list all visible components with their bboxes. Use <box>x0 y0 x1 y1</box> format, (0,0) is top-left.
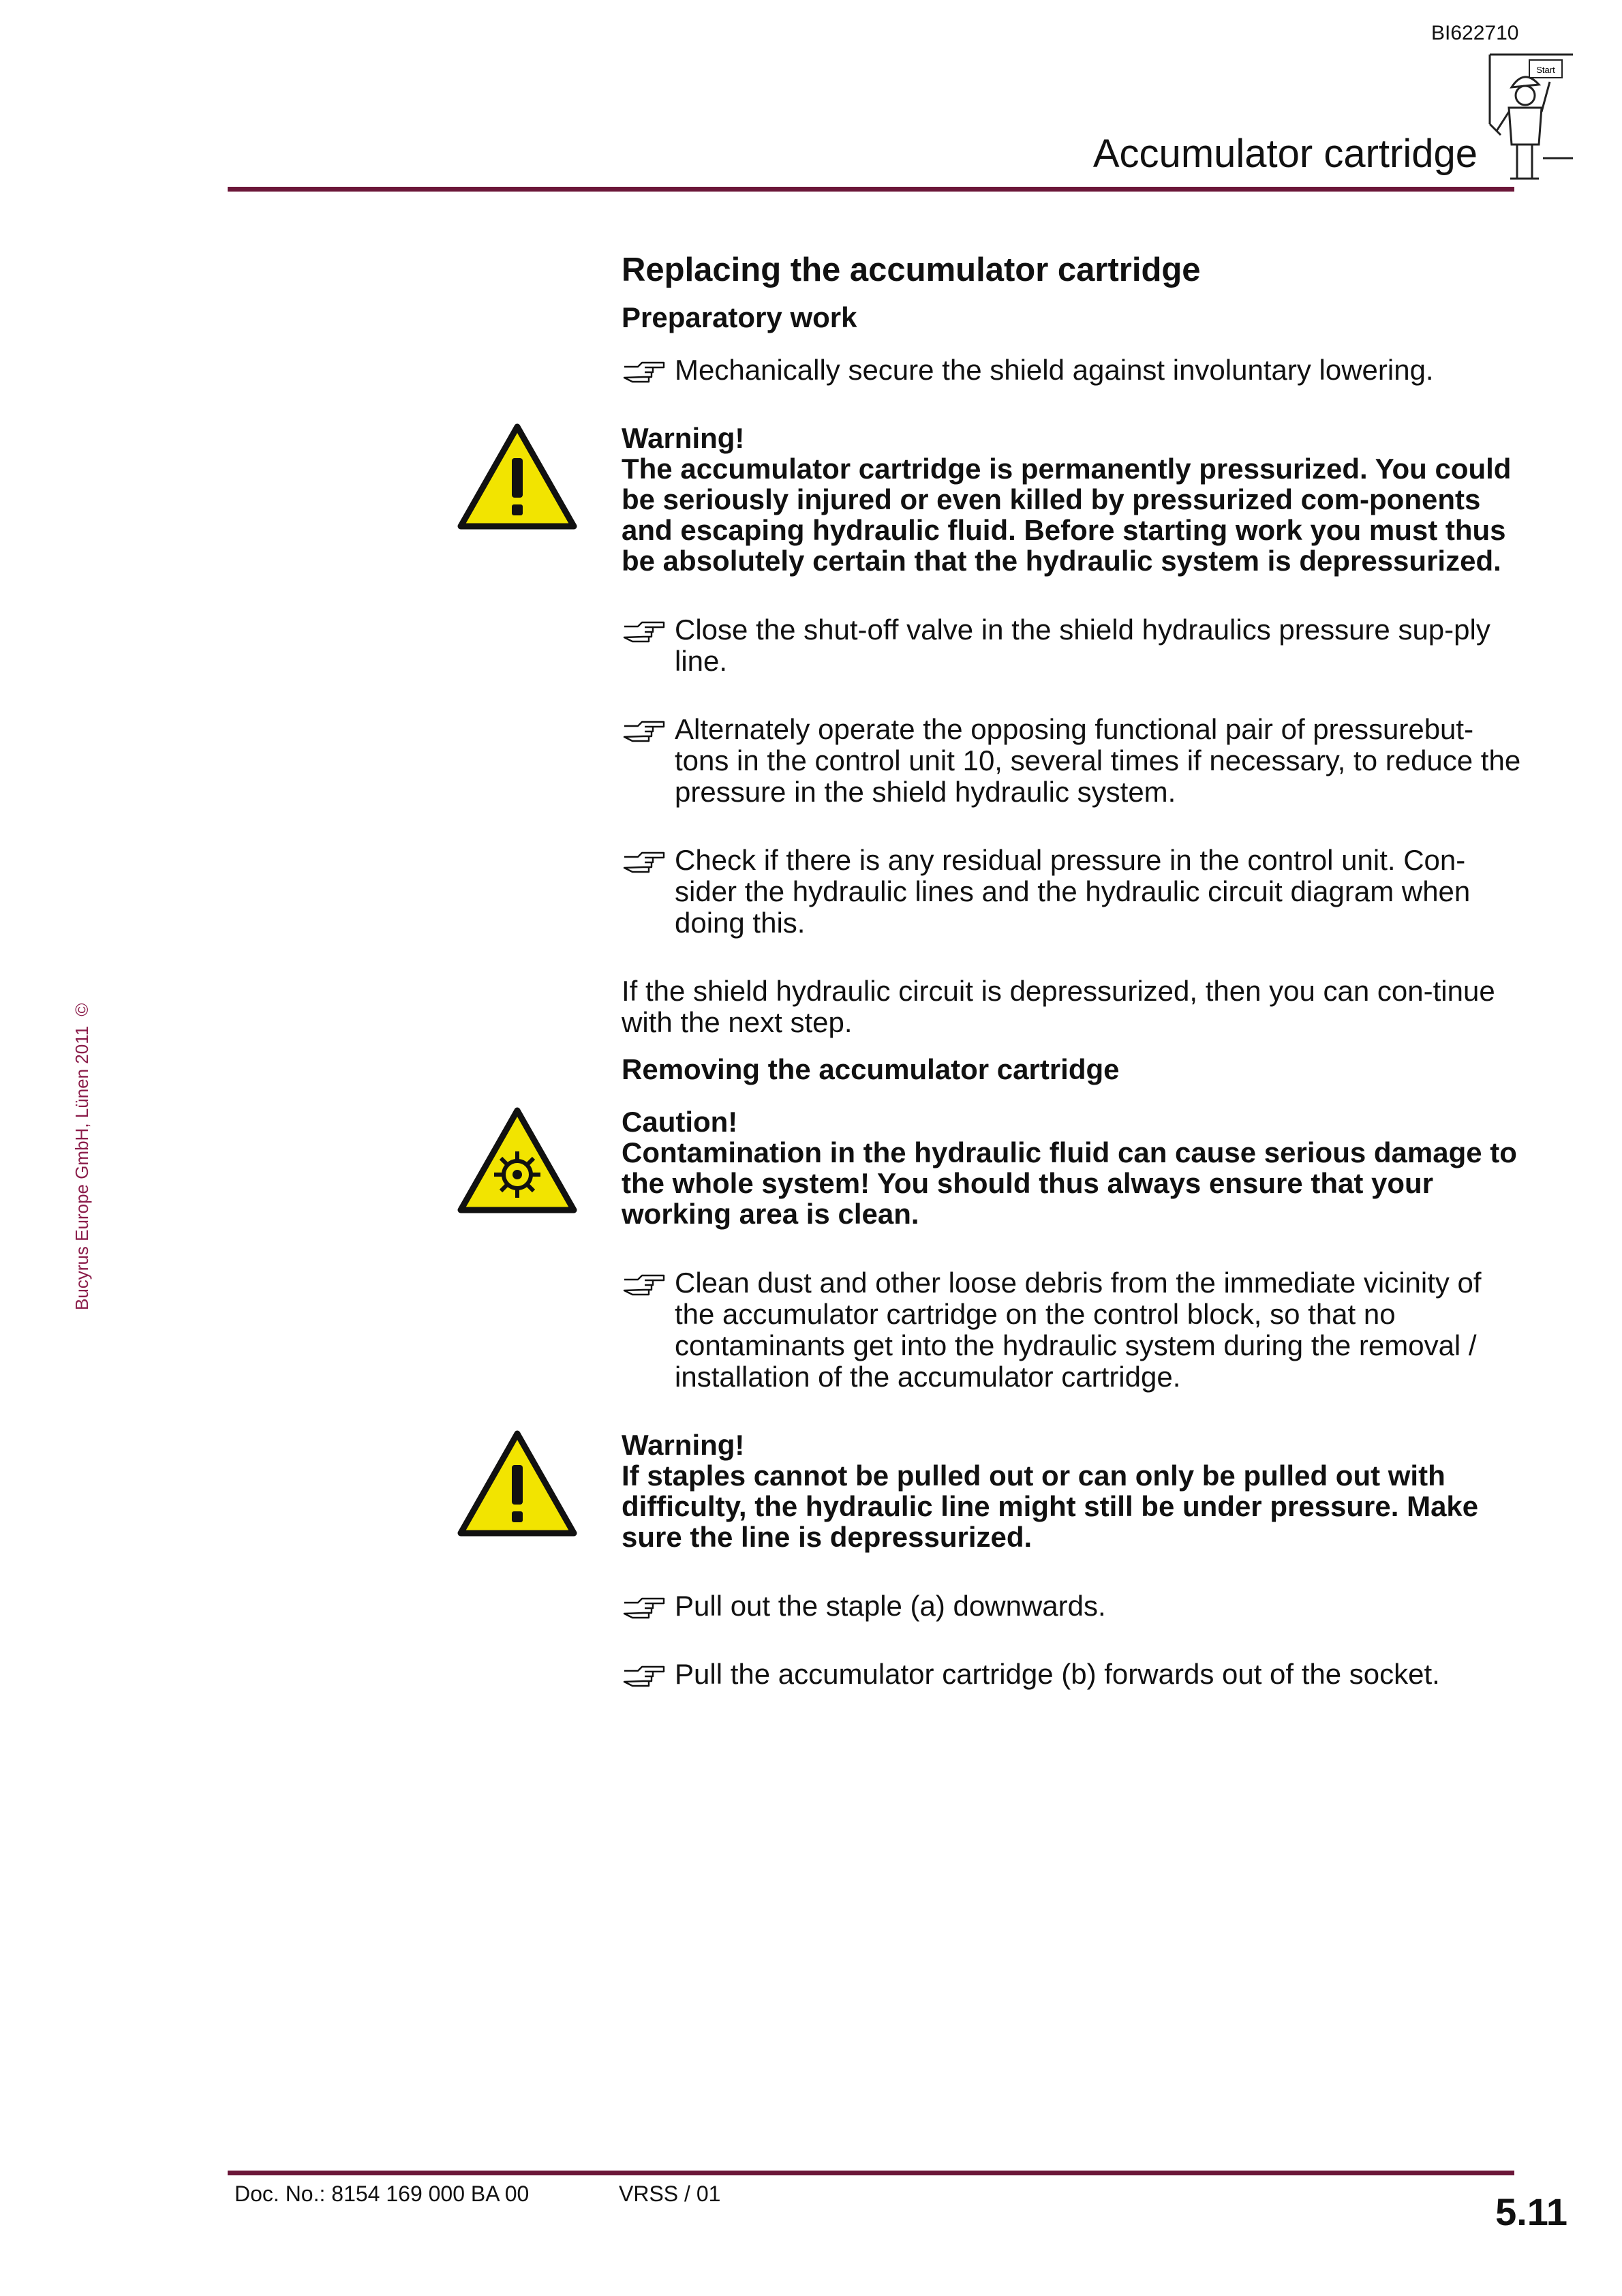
warning-heading: Warning! <box>622 1429 745 1461</box>
instruction-step <box>622 614 1521 677</box>
warning-text: The accumulator cartridge is permanently pressurized. You could be seriously injured or even killed by pressurized com-ponents and escaping hydraulic fluid. Before starting work you must thus be absolutely certain that the hydraulic system is depressurized. <box>622 453 1512 577</box>
copyright-text: Bucyrus Europe GmbH, Lünen 2011 <box>72 1025 92 1310</box>
step-text: Clean dust and other loose debris from the immediate vicinity of the accumulator cartridge on the control block, so that no contaminants get into the hydraulic system during the removal / installation of the accumulator cartridge. <box>675 1267 1482 1393</box>
document-reference: VRSS / 01 <box>619 2181 721 2206</box>
miner-start-icon <box>1484 49 1576 185</box>
warning-triangle-icon <box>457 1430 578 1539</box>
section-heading: Replacing the accumulator cartridge <box>622 252 1201 288</box>
caution-text: Contamination in the hydraulic fluid can cause serious damage to the whole system! You should thus always ensure that your working area is clean. <box>622 1136 1517 1230</box>
copyright-symbol: © <box>72 1003 92 1016</box>
warning-notice <box>622 1430 1521 1552</box>
pointing-hand-icon <box>622 1273 667 1297</box>
copyright-notice <box>68 956 95 1310</box>
step-text: Pull the accumulator cartridge (b) forwards out of the socket. <box>675 1658 1440 1690</box>
document-number: Doc. No.: 8154 169 000 BA 00 <box>234 2181 530 2206</box>
step-text: Check if there is any residual pressure in the control unit. Con-sider the hydraulic lines and the hydraulic circuit diagram when doing this. <box>675 844 1471 939</box>
footer-divider <box>228 2171 1514 2175</box>
step-text: Alternately operate the opposing functional pair of pressurebut-tons in the control unit 10, several times if necessary, to reduce the pressure in the shield hydraulic system. <box>675 713 1521 808</box>
instruction-step <box>622 1659 1521 1690</box>
header-divider <box>228 187 1514 192</box>
svg-text:Start: Start <box>1536 65 1555 75</box>
instruction-step <box>622 354 1521 386</box>
document-id: BI622710 <box>1431 22 1519 44</box>
warning-notice <box>622 423 1521 576</box>
warning-heading: Warning! <box>622 422 745 454</box>
pointing-hand-icon <box>622 850 667 875</box>
page-number: 5.11 <box>1495 2190 1567 2233</box>
contamination-hazard-icon <box>457 1106 578 1215</box>
pointing-hand-icon <box>622 360 667 384</box>
step-text: Pull out the staple (a) downwards. <box>675 1590 1106 1622</box>
pointing-hand-icon <box>622 719 667 744</box>
instruction-step <box>622 714 1521 808</box>
subheading-removing-cartridge: Removing the accumulator cartridge <box>622 1053 1120 1085</box>
body-paragraph: If the shield hydraulic circuit is depressurized, then you can con-tinue with the next step. <box>622 975 1495 1038</box>
instruction-step <box>622 1267 1521 1393</box>
pointing-hand-icon <box>622 1664 667 1689</box>
subheading-preparatory-work: Preparatory work <box>622 301 857 333</box>
pointing-hand-icon <box>622 620 667 644</box>
instruction-step <box>622 845 1521 939</box>
instruction-step <box>622 1590 1521 1622</box>
caution-notice <box>622 1106 1521 1229</box>
warning-triangle-icon <box>457 423 578 532</box>
step-text: Mechanically secure the shield against involuntary lowering. <box>675 354 1434 386</box>
step-text: Close the shut-off valve in the shield hydraulics pressure sup-ply line. <box>675 614 1490 677</box>
pointing-hand-icon <box>622 1596 667 1620</box>
caution-heading: Caution! <box>622 1106 738 1138</box>
main-content <box>622 245 1521 1727</box>
page-title: Accumulator cartridge <box>1092 132 1478 176</box>
warning-text: If staples cannot be pulled out or can only be pulled out with difficulty, the hydraulic line might still be under pressure. Make sure the line is depressurized. <box>622 1460 1479 1553</box>
